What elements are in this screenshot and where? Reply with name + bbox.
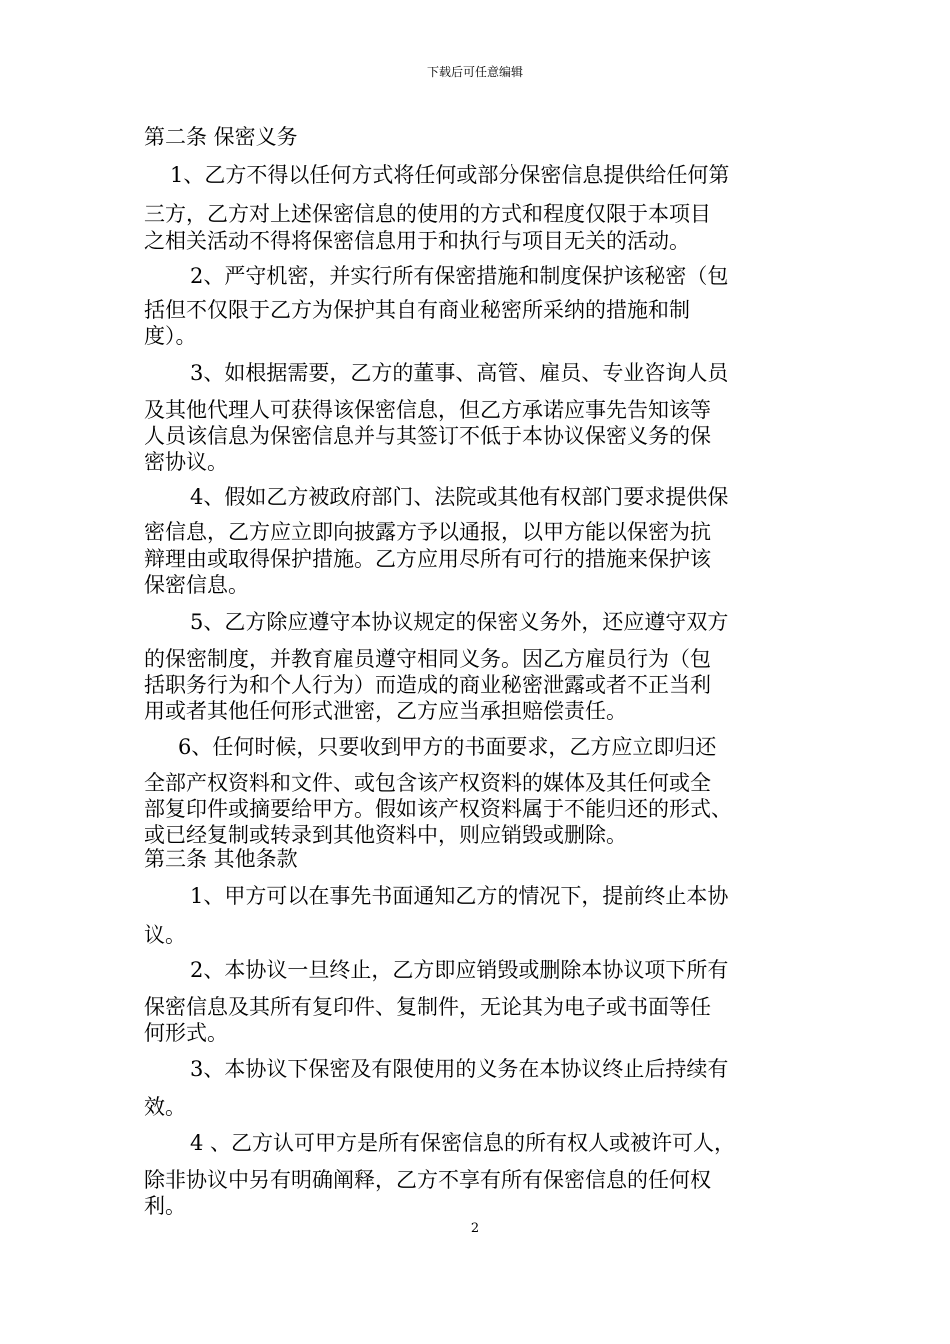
s2-item3-line1: 3、如根据需要，乙方的董事、高管、雇员、专业咨询人员 (190, 361, 729, 385)
s3-item4-line3: 利。 (144, 1194, 186, 1218)
s2-item5-line3: 括职务行为和个人行为）而造成的商业秘密泄露或者不正当利 (144, 673, 711, 697)
s2-item3-line2: 及其他代理人可获得该保密信息，但乙方承诺应事先告知该等 (144, 398, 711, 422)
s3-item2-line2: 保密信息及其所有复印件、复制件，无论其为电子或书面等任 (144, 995, 711, 1019)
s3-item4-line2: 除非协议中另有明确阐释，乙方不享有所有保密信息的任何权 (144, 1168, 711, 1192)
s2-item4-line4: 保密信息。 (144, 573, 249, 597)
s2-item5-line4: 用或者其他任何形式泄密，乙方应当承担赔偿责任。 (144, 699, 627, 723)
page-header: 下载后可任意编辑 (426, 65, 523, 79)
s2-item4-line1: 4、假如乙方被政府部门、法院或其他有权部门要求提供保 (190, 485, 729, 509)
page-number: 2 (470, 1221, 480, 1236)
s3-item2-line1: 2、本协议一旦终止，乙方即应销毁或删除本协议项下所有 (190, 958, 729, 982)
s3-item4-line1: 4 、乙方认可甲方是所有保密信息的所有权人或被许可人， (190, 1131, 736, 1155)
s3-item1-line1: 1、甲方可以在事先书面通知乙方的情况下，提前终止本协 (190, 884, 729, 908)
s2-item6-line4: 或已经复制或转录到其他资料中，则应销毁或删除。 (144, 823, 627, 847)
s2-item3-line4: 密协议。 (144, 450, 228, 474)
s2-item2-line2: 括但不仅限于乙方为保护其自有商业秘密所采纳的措施和制 (144, 298, 690, 322)
s3-item3-line2: 效。 (144, 1095, 186, 1119)
s2-item1-line1: 1、乙方不得以任何方式将任何或部分保密信息提供给任何第 (170, 163, 730, 187)
s2-item4-line2: 密信息，乙方应立即向披露方予以通报，以甲方能以保密为抗 (144, 520, 711, 544)
s2-item1-line3: 之相关活动不得将保密信息用于和执行与项目无关的活动。 (144, 229, 690, 253)
s2-item5-line2: 的保密制度，并教育雇员遵守相同义务。因乙方雇员行为（包 (144, 647, 711, 671)
s2-item2-line3: 度）。 (144, 324, 197, 348)
section-3-heading: 第三条 其他条款 (144, 847, 298, 871)
s3-item2-line3: 何形式。 (144, 1021, 228, 1045)
s2-item4-line3: 辩理由或取得保护措施。乙方应用尽所有可行的措施来保护该 (144, 547, 711, 571)
s3-item1-line2: 议。 (144, 923, 186, 947)
s3-item3-line1: 3、本协议下保密及有限使用的义务在本协议终止后持续有 (190, 1057, 729, 1081)
s2-item1-line2: 三方，乙方对上述保密信息的使用的方式和程度仅限于本项目 (144, 202, 711, 226)
s2-item6-line2: 全部产权资料和文件、或包含该产权资料的媒体及其任何或全 (144, 771, 711, 795)
s2-item5-line1: 5、乙方除应遵守本协议规定的保密义务外，还应遵守双方 (190, 610, 729, 634)
section-2-heading: 第二条 保密义务 (144, 125, 298, 149)
s2-item6-line1: 6、任何时候，只要收到甲方的书面要求，乙方应立即归还 (178, 735, 717, 759)
s2-item6-line3: 部复印件或摘要给甲方。假如该产权资料属于不能归还的形式、 (144, 797, 732, 821)
s2-item2-line1: 2、严守机密，并实行所有保密措施和制度保护该秘密（包 (190, 264, 729, 288)
s2-item3-line3: 人员该信息为保密信息并与其签订不低于本协议保密义务的保 (144, 424, 711, 448)
